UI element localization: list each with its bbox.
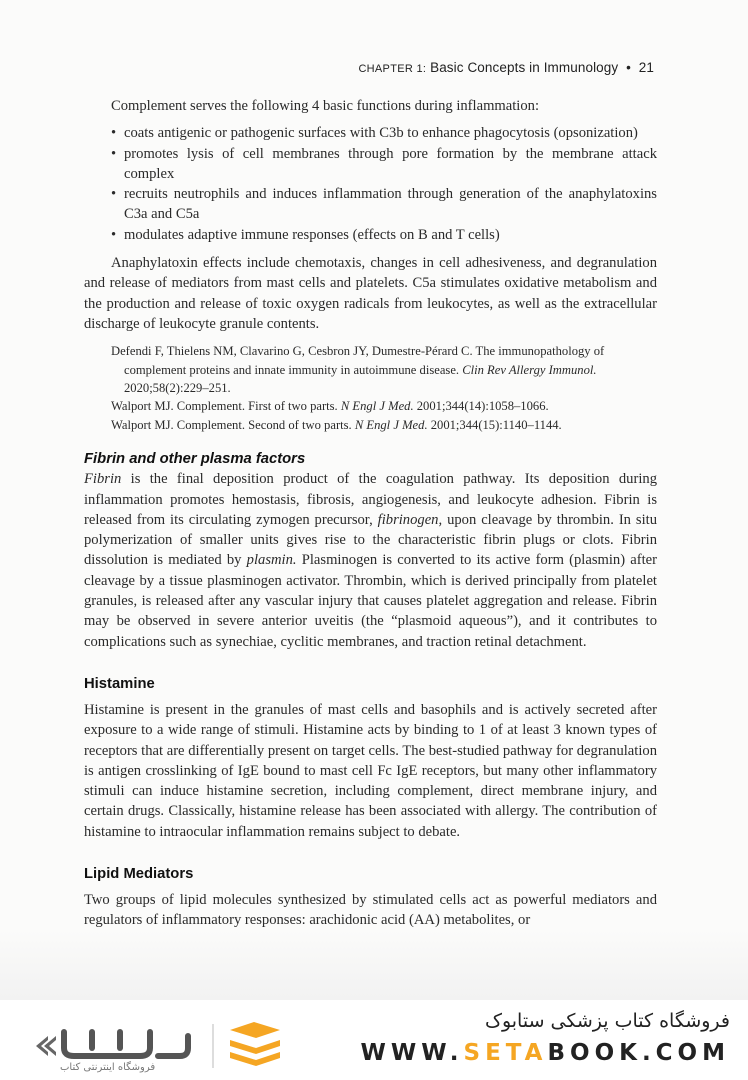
store-name: فروشگاه کتاب پزشکی ستابوک [484,1010,730,1032]
references [111,342,657,434]
list-item: • coats antigenic or pathogenic surfaces with C3b to enhance phagocytosis (opsonization) [111,123,657,143]
running-header [358,60,654,75]
complement-intro: Complement serves the following 4 basic functions during inflammation: [111,98,540,114]
watermark-banner [0,1000,748,1080]
list-item: • modulates adaptive immune responses (effects on B and T cells) [111,225,657,245]
store-branding [361,1010,730,1066]
fibrin-heading: Fibrin and other plasma factors [84,451,306,468]
logo-chevron-icon [36,1036,56,1056]
svg-text:فروشگاه اینترنتی کتاب: فروشگاه اینترنتی کتاب [60,1062,156,1073]
logo-script-icon [64,1032,188,1056]
histamine-heading: Histamine [84,675,155,692]
logo-books-icon [230,1022,280,1066]
reference-item: Walport MJ. Complement. First of two parts. N Engl J Med. 2001;344(14):1058–1066. [111,399,549,414]
header-bullet: • [626,60,631,75]
lipid-mediators-paragraph: Two groups of lipid molecules synthesized by stimulated cells act as powerful mediators and regulators of inflammatory responses: arachidonic acid (AA) metabolites, or [84,892,657,929]
chapter-label: CHAPTER 1: [358,63,427,75]
reference-item: Defendi F, Thielens NM, Clavarino G, Cesbron JY, Dumestre-Pérard C. The immunopathology of complement proteins and innate immunity in autoimmune disease. Clin Rev Allergy Immunol. 2020;58(2):229–251. [111,344,605,396]
lipid-mediators-heading: Lipid Mediators [84,866,194,883]
histamine-paragraph: Histamine is present in the granules of mast cells and basophils and is actively secreted after exposure to a wide range of stimuli. Histamine acts by binding to 1 of at least 3 known types of receptors that are differentially present on target cells. The best-studied pathway for degranulation is antigen crosslinking of IgE bound to mast cell Fc IgE receptors, but many other inflammatory stimuli can induce histamine secretion, including complement, direct membrane injury, and certain drugs. Classically, histamine release has been associated with allergy. The contribution of histamine to intraocular inflammation remains subject to debate. [84,701,657,840]
setabook-logo [30,1018,300,1073]
page-fade [0,930,748,1000]
fibrin-paragraph: Fibrin is the final deposition product of the coagulation pathway. Its deposition during inflammation promotes hemostasis, fibrosis, angiogenesis, and leukocyte adhesion. Fibrin is released from its circulating zymogen precursor, fibrinogen, upon cleavage by thrombin. In situ polymerization of smaller units gives rise to the characteristic fibrin plugs or clots. Fibrin dissolution is mediated by plasmin. Plasminogen is converted to its active form (plasmin) after cleavage by a tissue plasminogen activator. Thrombin, which is derived principally from platelet granules, is released after any vascular injury that causes platelet aggregation and release. Fibrin may be observed in severe anterior uveitis (the “plasmoid aqueous”), and it contributes to complications such as synechiae, cyclitic membranes, and traction retinal detachment. [84,471,657,650]
page-content [84,96,657,931]
page-number: 21 [638,60,654,75]
chapter-title: Basic Concepts in Immunology [430,60,619,75]
list-item: • promotes lysis of cell membranes through pore formation by the membrane attack complex [111,144,657,185]
list-item: • recruits neutrophils and induces inflammation through generation of the anaphylatoxins C3a and C5a [111,184,657,225]
store-url: WWW.SETABOOK.COM [360,1040,730,1066]
complement-functions-list [84,123,657,245]
reference-item: Walport MJ. Complement. Second of two parts. N Engl J Med. 2001;344(15):1140–1144. [111,417,562,432]
anaphylatoxin-paragraph: Anaphylatoxin effects include chemotaxis, changes in cell adhesiveness, and degranulation and release of mediators from mast cells and platelets. C5a stimulates oxidative metabolism and the production and release of toxic oxygen radicals from leukocytes, as well as the extracellular discharge of leukocyte granule contents. [84,255,657,332]
